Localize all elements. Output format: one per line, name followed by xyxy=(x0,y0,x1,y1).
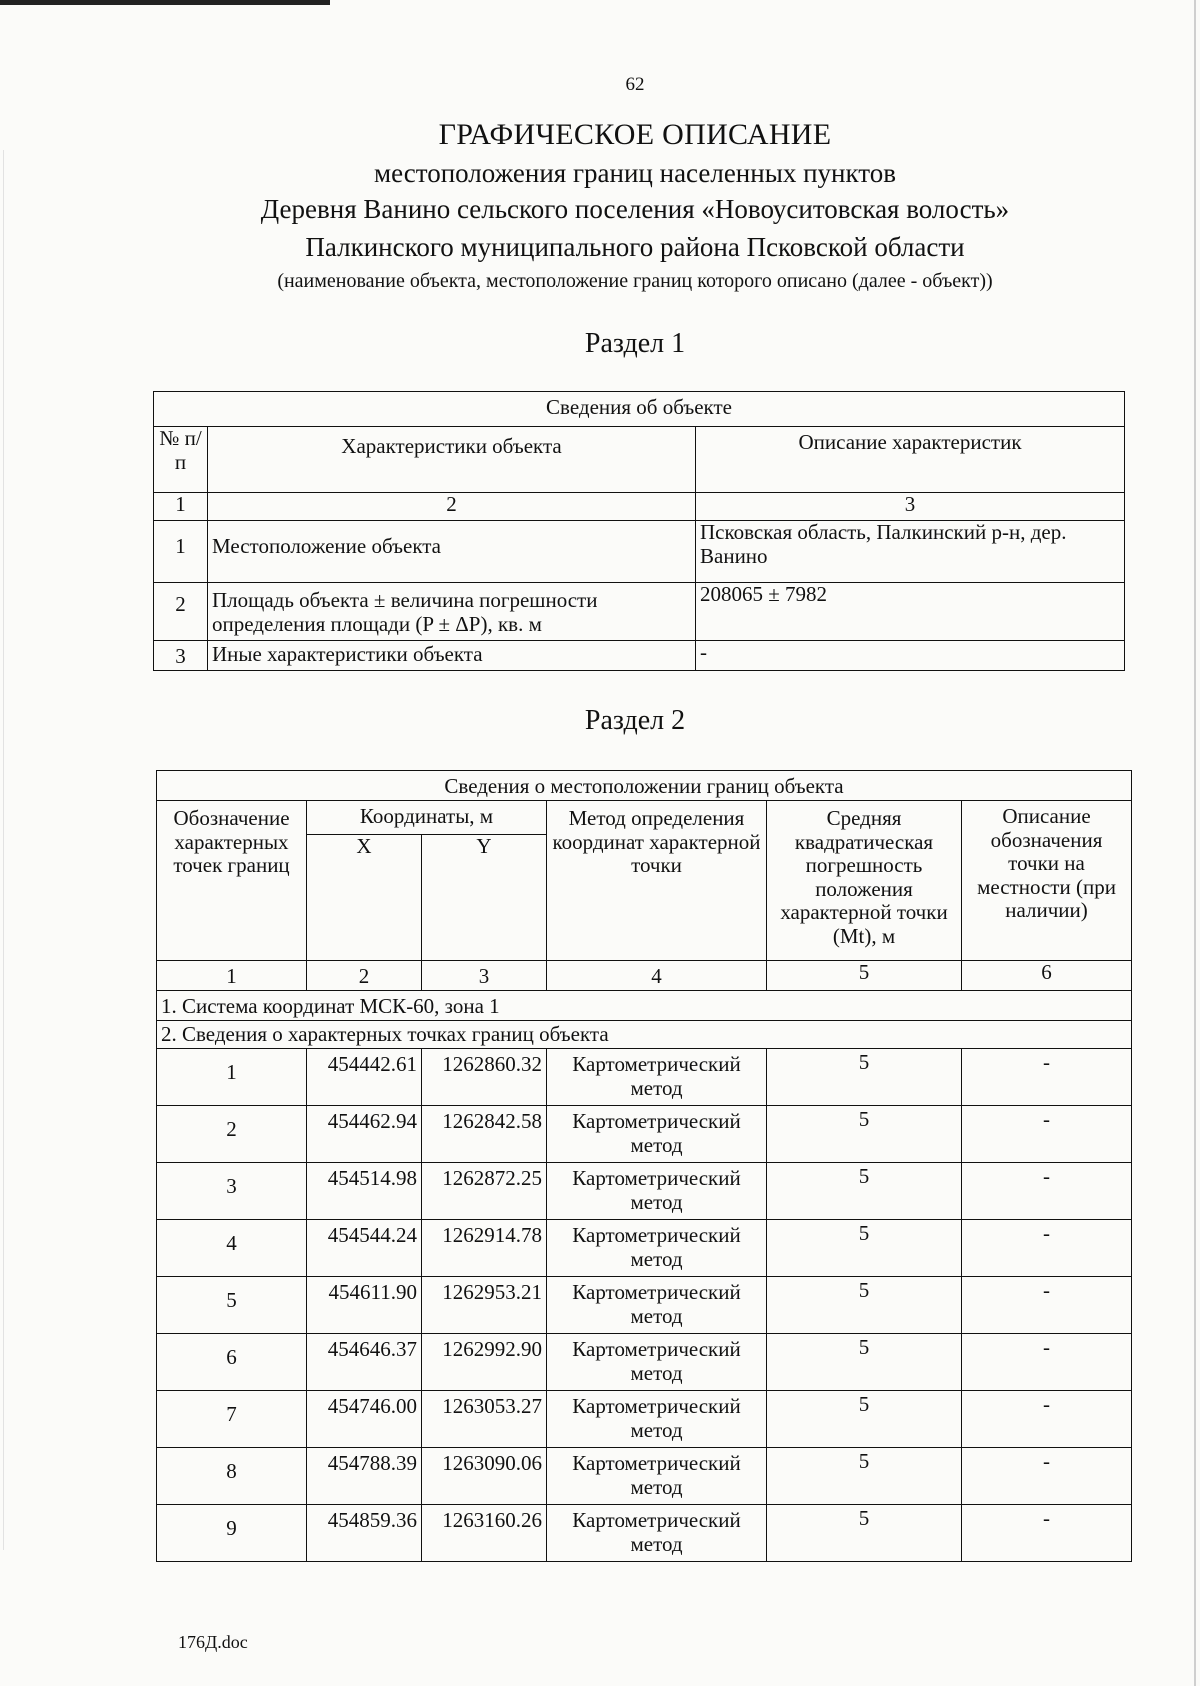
table-row xyxy=(157,1163,1132,1220)
point-desc: - xyxy=(962,1505,1132,1562)
scan-left-edge xyxy=(3,150,4,1550)
table-row xyxy=(154,521,1125,583)
document-subtitle-line3: Палкинского муниципального района Псковской области xyxy=(305,232,965,262)
point-x: 454788.39 xyxy=(307,1448,422,1505)
point-y: 1262992.90 xyxy=(422,1334,547,1391)
point-id: 2 xyxy=(157,1106,307,1163)
point-method: Картометрический метод xyxy=(547,1448,767,1505)
point-desc: - xyxy=(962,1391,1132,1448)
point-y: 1262953.21 xyxy=(422,1277,547,1334)
document-subtitle-line2: Деревня Ванино сельского поселения «Новоуситовская волость» xyxy=(260,194,1010,224)
point-desc: - xyxy=(962,1163,1132,1220)
row-name: Иные характеристики объекта xyxy=(208,641,696,671)
boundary-points-table xyxy=(156,770,1132,1562)
scan-top-bar xyxy=(0,0,330,5)
point-mt: 5 xyxy=(767,1049,962,1106)
header-description: Описание характеристик xyxy=(696,427,1125,493)
colnum-6: 6 xyxy=(962,961,1132,991)
point-x: 454544.24 xyxy=(307,1220,422,1277)
point-y: 1263053.27 xyxy=(422,1391,547,1448)
point-desc: - xyxy=(962,1220,1132,1277)
point-mt: 5 xyxy=(767,1220,962,1277)
point-x: 454514.98 xyxy=(307,1163,422,1220)
header-designation: Обозначение характерных точек границ xyxy=(157,801,307,961)
point-method: Картометрический метод xyxy=(547,1391,767,1448)
point-x: 454611.90 xyxy=(307,1277,422,1334)
point-method: Картометрический метод xyxy=(547,1049,767,1106)
point-mt: 5 xyxy=(767,1505,962,1562)
point-desc: - xyxy=(962,1334,1132,1391)
row-num: 1 xyxy=(154,521,208,583)
point-mt: 5 xyxy=(767,1391,962,1448)
point-mt: 5 xyxy=(767,1277,962,1334)
point-mt: 5 xyxy=(767,1334,962,1391)
colnum-1: 1 xyxy=(157,961,307,991)
point-method: Картометрический метод xyxy=(547,1220,767,1277)
table-row xyxy=(154,583,1125,641)
page-number: 62 xyxy=(625,74,645,95)
point-y: 1262842.58 xyxy=(422,1106,547,1163)
point-x: 454442.61 xyxy=(307,1049,422,1106)
section2-heading: Раздел 2 xyxy=(584,705,686,736)
point-x: 454462.94 xyxy=(307,1106,422,1163)
row-name: Местоположение объекта xyxy=(208,521,696,583)
document-title: ГРАФИЧЕСКОЕ ОПИСАНИЕ xyxy=(438,118,832,151)
row-name: Площадь объекта ± величина погрешности определения площади (P ± ΔP), кв. м xyxy=(208,583,696,641)
point-id: 1 xyxy=(157,1049,307,1106)
point-desc: - xyxy=(962,1106,1132,1163)
row-num: 3 xyxy=(154,641,208,671)
point-x: 454859.36 xyxy=(307,1505,422,1562)
point-mt: 5 xyxy=(767,1106,962,1163)
table-row xyxy=(157,1334,1132,1391)
row-desc: Псковская область, Палкинский р-н, дер. Ванино xyxy=(696,521,1125,583)
point-y: 1262872.25 xyxy=(422,1163,547,1220)
point-id: 5 xyxy=(157,1277,307,1334)
table-row xyxy=(157,1505,1132,1562)
point-y: 1263160.26 xyxy=(422,1505,547,1562)
point-desc: - xyxy=(962,1448,1132,1505)
point-id: 6 xyxy=(157,1334,307,1391)
header-method: Метод определения координат характерной точки xyxy=(547,801,767,961)
colnum-5: 5 xyxy=(767,961,962,991)
point-method: Картометрический метод xyxy=(547,1277,767,1334)
colnum-2: 2 xyxy=(307,961,422,991)
point-y: 1262914.78 xyxy=(422,1220,547,1277)
header-x: X xyxy=(307,835,422,961)
table-row xyxy=(157,1220,1132,1277)
header-num: № п/п xyxy=(154,427,208,493)
object-info-caption: Сведения об объекте xyxy=(154,392,1125,427)
header-y: Y xyxy=(422,835,547,961)
point-desc: - xyxy=(962,1277,1132,1334)
colnum-3: 3 xyxy=(422,961,547,991)
point-method: Картометрический метод xyxy=(547,1106,767,1163)
point-y: 1263090.06 xyxy=(422,1448,547,1505)
point-method: Картометрический метод xyxy=(547,1334,767,1391)
row-desc: 208065 ± 7982 xyxy=(696,583,1125,641)
row-desc: - xyxy=(696,641,1125,671)
point-x: 454646.37 xyxy=(307,1334,422,1391)
table-row xyxy=(157,1448,1132,1505)
boundary-caption: Сведения о местоположении границ объекта xyxy=(157,771,1132,801)
table-row xyxy=(154,641,1125,671)
row-num: 2 xyxy=(154,583,208,641)
point-mt: 5 xyxy=(767,1448,962,1505)
colnum-4: 4 xyxy=(547,961,767,991)
point-mt: 5 xyxy=(767,1163,962,1220)
point-id: 4 xyxy=(157,1220,307,1277)
colnum-2: 2 xyxy=(208,493,696,521)
point-id: 8 xyxy=(157,1448,307,1505)
table-row xyxy=(157,1277,1132,1334)
header-point-description: Описание обозначения точки на местности (при наличии) xyxy=(962,801,1132,961)
point-y: 1262860.32 xyxy=(422,1049,547,1106)
header-error: Средняя квадратическая погрешность положения характерной точки (Mt), м xyxy=(767,801,962,961)
colnum-1: 1 xyxy=(154,493,208,521)
table-row xyxy=(157,1106,1132,1163)
point-id: 7 xyxy=(157,1391,307,1448)
file-name: 176Д.doc xyxy=(178,1632,248,1652)
table-row xyxy=(157,1391,1132,1448)
colnum-3: 3 xyxy=(696,493,1125,521)
section1-heading: Раздел 1 xyxy=(584,328,686,359)
point-desc: - xyxy=(962,1049,1132,1106)
points-heading-row: 2. Сведения о характерных точках границ объекта xyxy=(157,1021,1132,1049)
header-characteristic: Характеристики объекта xyxy=(208,427,696,493)
point-x: 454746.00 xyxy=(307,1391,422,1448)
point-id: 9 xyxy=(157,1505,307,1562)
coordinate-system-row: 1. Система координат МСК-60, зона 1 xyxy=(157,991,1132,1021)
object-info-table xyxy=(153,391,1125,671)
document-subtitle-note: (наименование объекта, местоположение границ которого описано (далее - объект)) xyxy=(277,270,993,292)
point-method: Картометрический метод xyxy=(547,1505,767,1562)
document-subtitle-line1: местоположения границ населенных пунктов xyxy=(374,158,896,188)
point-id: 3 xyxy=(157,1163,307,1220)
table-row xyxy=(157,1049,1132,1106)
point-method: Картометрический метод xyxy=(547,1163,767,1220)
header-coords: Координаты, м xyxy=(307,801,547,835)
